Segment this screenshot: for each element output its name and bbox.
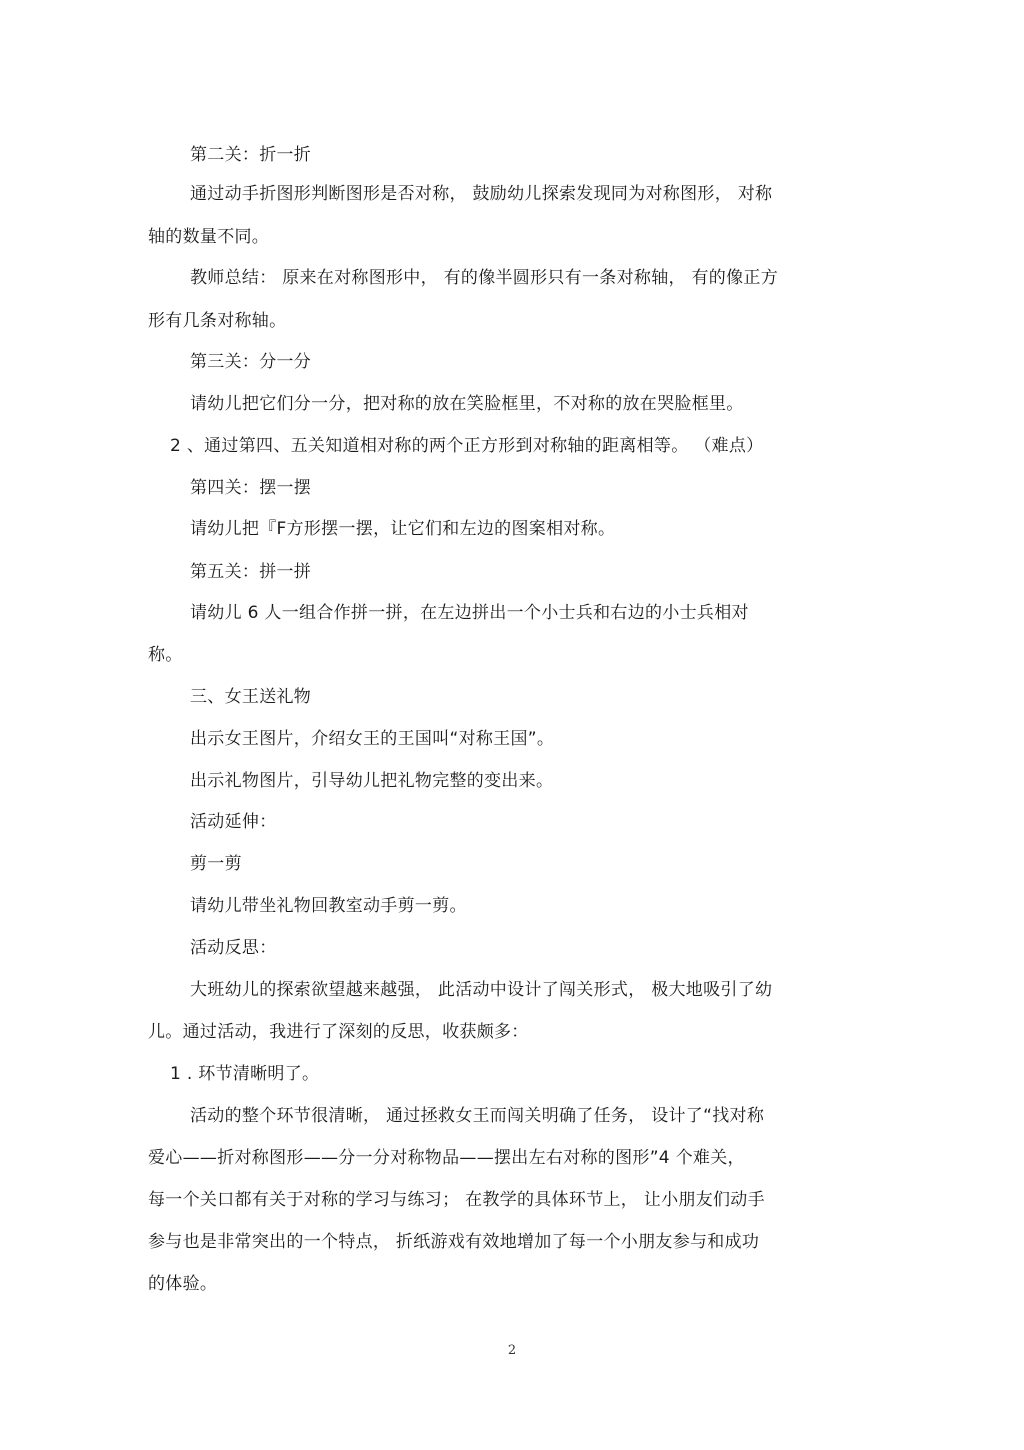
text-line-17: 活动延伸： (190, 812, 277, 832)
text-line-6: 第三关：分一分 (190, 352, 312, 372)
text-line-12: 请幼儿 6 人一组合作拼一拼，在左边拼出一个小士兵和右边的小士兵相对 (190, 603, 749, 623)
text-line-3: 轴的数量不同。 (148, 227, 270, 247)
page-number: 2 (507, 1343, 517, 1358)
text-line-20: 活动反思： (190, 938, 277, 958)
text-line-7: 请幼儿把它们分一分，把对称的放在笑脸框里，不对称的放在哭脸框里。 (190, 394, 744, 414)
text-line-13: 称。 (148, 645, 183, 665)
text-line-11: 第五关：拼一拼 (190, 562, 312, 582)
text-line-15: 出示女王图片，介绍女王的王国叫“对称王国”。 (190, 729, 555, 749)
text-line-21: 大班幼儿的探索欲望越来越强， 此活动中设计了闯关形式， 极大地吸引了幼 (190, 980, 773, 1000)
text-line-2: 通过动手折图形判断图形是否对称， 鼓励幼儿探索发现同为对称图形， 对称 (190, 184, 773, 204)
text-line-1: 第二关：折一折 (190, 145, 312, 165)
text-line-16: 出示礼物图片，引导幼儿把礼物完整的变出来。 (190, 771, 554, 791)
text-line-18: 剪一剪 (190, 854, 242, 874)
text-line-28: 的体验。 (148, 1274, 218, 1294)
text-line-23: 1 . 环节清晰明了。 (170, 1064, 320, 1084)
text-line-24: 活动的整个环节很清晰， 通过拯救女王而闯关明确了任务， 设计了“找对称 (190, 1106, 765, 1126)
text-line-8: 2 、通过第四、五关知道相对称的两个正方形到对称轴的距离相等。 （难点） (170, 436, 764, 456)
text-line-4: 教师总结： 原来在对称图形中， 有的像半圆形只有一条对称轴， 有的像正方 (190, 268, 779, 288)
text-line-5: 形有几条对称轴。 (148, 311, 287, 331)
text-line-25: 爱心——折对称图形——分一分对称物品——摆出左右对称的图形”4 个难关， (148, 1148, 745, 1168)
text-line-22: 儿。通过活动，我进行了深刻的反思，收获颇多： (148, 1022, 529, 1042)
text-line-19: 请幼儿带坐礼物回教室动手剪一剪。 (190, 896, 467, 916)
text-line-14: 三、女王送礼物 (190, 687, 312, 707)
text-line-10: 请幼儿把『F方形摆一摆，让它们和左边的图案相对称。 (190, 519, 616, 539)
text-line-26: 每一个关口都有关于对称的学习与练习； 在教学的具体环节上， 让小朋友们动手 (148, 1190, 765, 1210)
text-line-9: 第四关：摆一摆 (190, 478, 312, 498)
text-line-27: 参与也是非常突出的一个特点， 折纸游戏有效地增加了每一个小朋友参与和成功 (148, 1232, 760, 1252)
